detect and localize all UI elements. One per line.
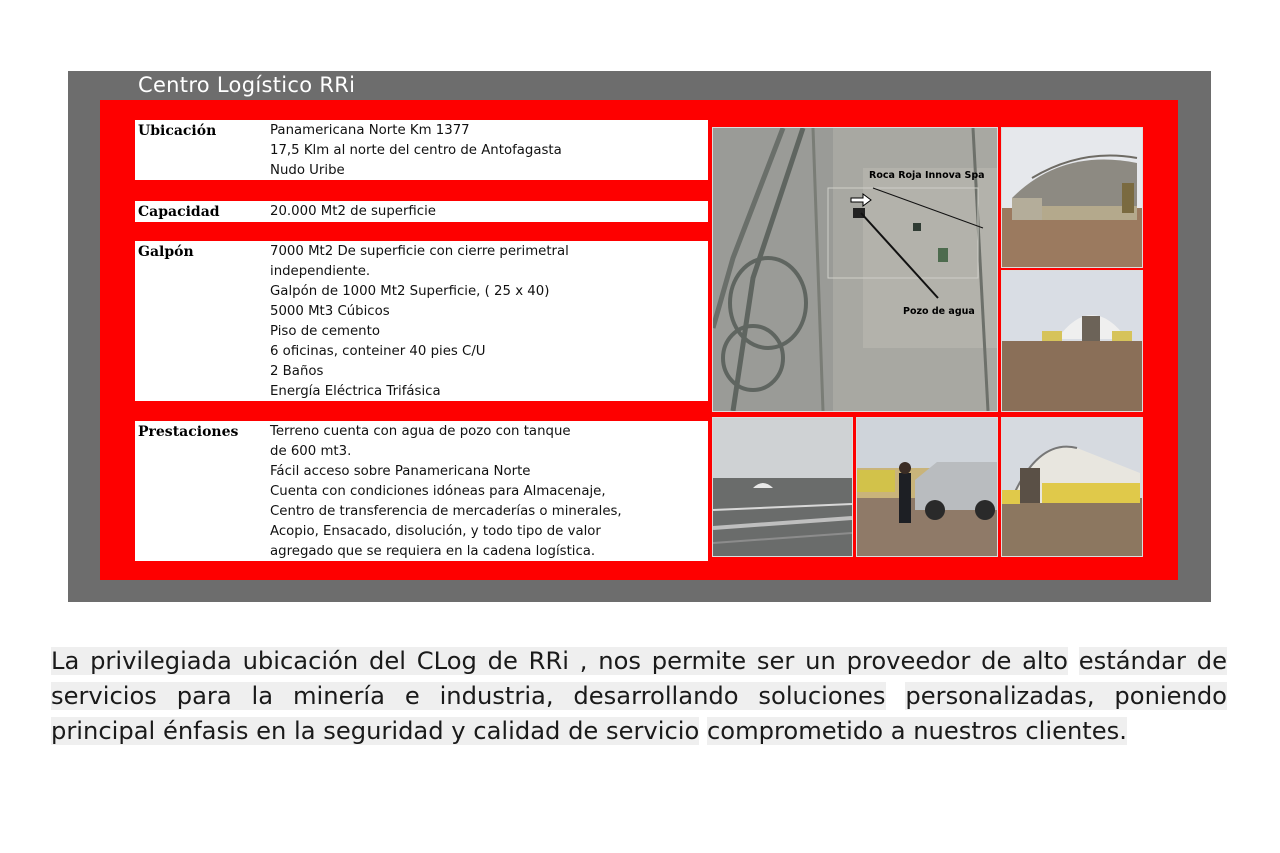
section-line: Centro de transferencia de mercaderías o minerales,: [270, 504, 622, 519]
section-capacidad: [135, 201, 708, 222]
section-lines: [270, 121, 562, 181]
section-line: de 600 mt3.: [270, 444, 352, 459]
section-line: 5000 Mt3 Cúbicos: [270, 304, 390, 319]
warehouse-photo-2: [1001, 270, 1143, 412]
section-ubicacion: [135, 120, 708, 180]
red-panel: [100, 100, 1178, 580]
section-line: Fácil acceso sobre Panamericana Norte: [270, 464, 531, 479]
section-line: Galpón de 1000 Mt2 Superficie, ( 25 x 40): [270, 284, 550, 299]
section-lines: [270, 242, 569, 402]
road-photo: [712, 417, 853, 557]
section-line: Piso de cemento: [270, 324, 380, 339]
paragraph-line: comprometido a nuestros clientes.: [706, 717, 1127, 745]
paragraph-line: personalizadas, poniendo principal énfasis en la seguridad y calidad de servicio: [51, 682, 1227, 745]
section-line: Cuenta con condiciones idóneas para Almacenaje,: [270, 484, 606, 499]
car-photo: [856, 417, 998, 557]
map-label-company: Roca Roja Innova Spa: [869, 170, 985, 181]
section-lines: [270, 422, 622, 562]
section-galpon: [135, 241, 708, 401]
description-paragraph: [51, 644, 1227, 749]
section-line: 17,5 Klm al norte del centro de Antofagasta: [270, 143, 562, 158]
paragraph-line: La privilegiada ubicación del CLog de RRi , nos permite ser un proveedor de alto: [51, 647, 1068, 675]
section-line: Nudo Uribe: [270, 163, 345, 178]
section-line: Acopio, Ensacado, disolución, y todo tipo de valor: [270, 524, 601, 539]
section-line: agregado que se requiera en la cadena logística.: [270, 544, 596, 559]
section-line: independiente.: [270, 264, 371, 279]
paragraph-line: estándar de servicios para la minería e industria, desarrollando soluciones: [51, 647, 1228, 710]
card-title: Centro Logístico RRi: [138, 73, 356, 97]
section-lines: [270, 202, 436, 222]
section-line: Panamericana Norte Km 1377: [270, 123, 470, 138]
section-label: Capacidad: [138, 204, 220, 220]
section-label: Prestaciones: [138, 424, 239, 440]
section-line: 7000 Mt2 De superficie con cierre perimetral: [270, 244, 569, 259]
info-card: [68, 71, 1211, 602]
section-line: Energía Eléctrica Trifásica: [270, 384, 441, 399]
warehouse-photo-3: [1001, 417, 1143, 557]
map-label-well: Pozo de agua: [903, 306, 975, 317]
section-line: Terreno cuenta con agua de pozo con tanque: [270, 424, 571, 439]
section-label: Galpón: [138, 244, 194, 260]
warehouse-photo-1: [1001, 127, 1143, 268]
section-line: 2 Baños: [270, 364, 324, 379]
section-line: 6 oficinas, conteiner 40 pies C/U: [270, 344, 486, 359]
section-line: 20.000 Mt2 de superficie: [270, 204, 436, 219]
aerial-map-photo: [712, 127, 998, 412]
section-prestaciones: [135, 421, 708, 561]
section-label: Ubicación: [138, 123, 217, 139]
